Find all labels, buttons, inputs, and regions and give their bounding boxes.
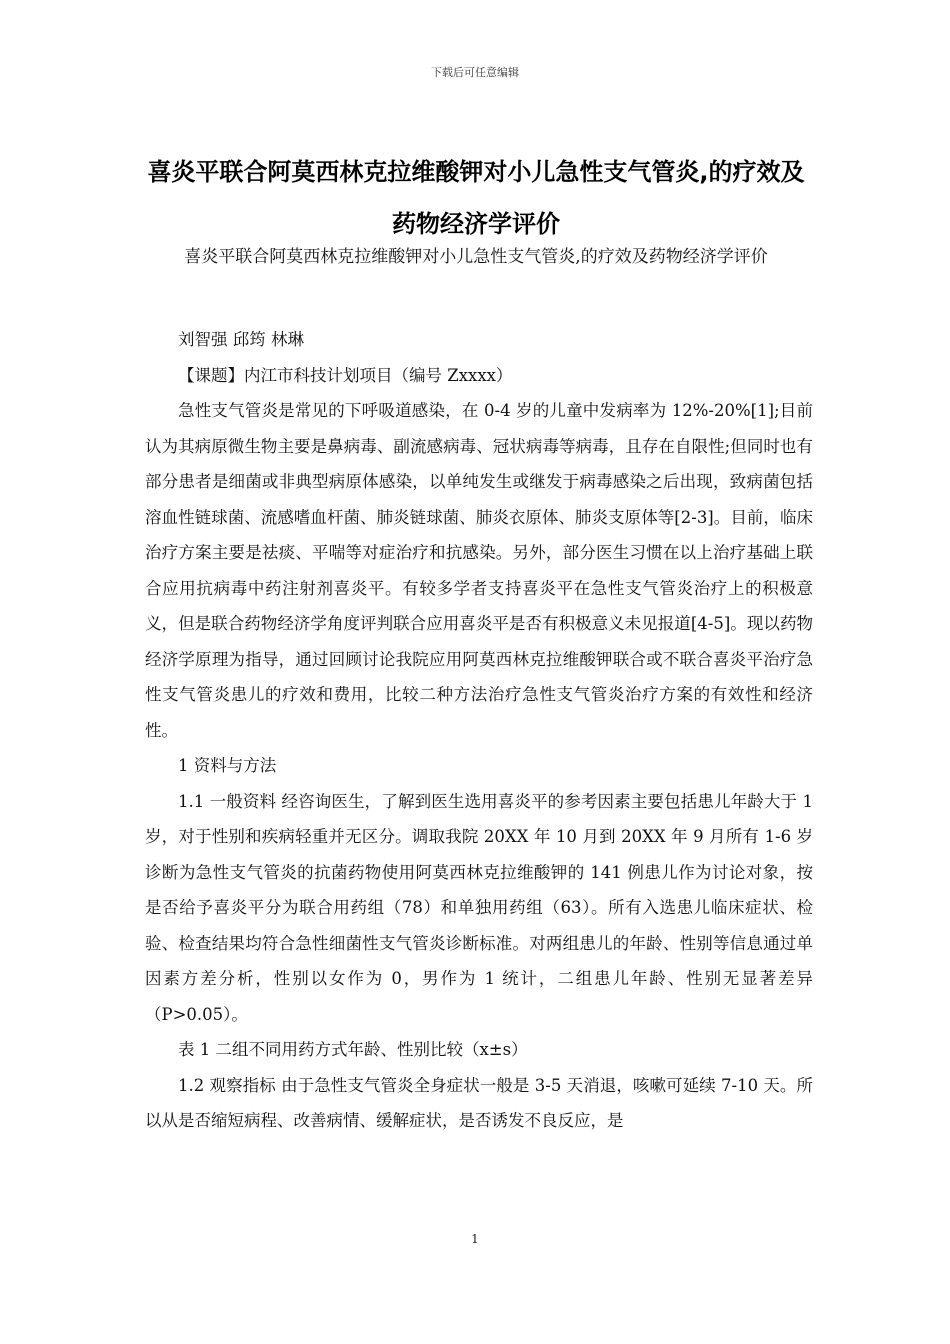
table-caption-1: 表 1 二组不同用药方式年龄、性别比较（x±s）: [178, 1040, 528, 1059]
page-number: 1: [471, 1232, 479, 1246]
intro-paragraph: 急性支气管炎是常见的下呼吸道感染，在 0-4 岁的儿童中发病率为 12%-20%[1];目前认为其病原微生物主要是鼻病毒、副流感病毒、冠状病毒等病毒，且存在自限性;但同时也有部分患者是细菌或非典型病原体感染，以单纯发生或继发于病毒感染之后出现，致病菌包括溶血性链球菌、流感嗜血杆菌、肺炎链球菌、肺炎衣原体、肺炎支原体等[2-3]。目前，临床治疗方案主要是祛痰、平喘等对症治疗和抗感染。另外，部分医生习惯在以上治疗基础上联合应用抗病毒中药注射剂喜炎平。有较多学者支持喜炎平在急性支气管炎治疗上的积极意义，但是联合药物经济学角度评判联合应用喜炎平是否有积极意义未见报道[4-5]。现以药物经济学原理为指导，通过回顾讨论我院应用阿莫西林克拉维酸钾联合或不联合喜炎平治疗急性支气管炎患儿的疗效和费用，比较二种方法治疗急性支气管炎治疗方案的有效性和经济性。: [145, 401, 813, 740]
header-note: 下载后可任意编辑: [431, 66, 519, 79]
document-subtitle: 喜炎平联合阿莫西林克拉维酸钾对小儿急性支气管炎,的疗效及药物经济学评价: [184, 247, 768, 267]
paragraph-1-2: 1.2 观察指标 由于急性支气管炎全身症状一般是 3-5 天消退，咳嗽可延续 7-10 天。所以从是否缩短病程、改善病情、缓解症状，是否诱发不良反应，是: [145, 1075, 813, 1130]
section-heading-1: 1 资料与方法: [178, 756, 277, 775]
document-title: 喜炎平联合阿莫西林克拉维酸钾对小儿急性支气管炎,的疗效及药物经济学评价: [147, 158, 805, 238]
document-body: [145, 318, 813, 1139]
paragraph-1-1: 1.1 一般资料 经咨询医生，了解到医生选用喜炎平的参考因素主要包括患儿年龄大于 1 岁，对于性别和疾病轻重并无区分。调取我院 20XX 年 10 月到 20XX 年 9 月所有 1-6 岁诊断为急性支气管炎的抗菌药物使用阿莫西林克拉维酸钾的 141 例患儿作为讨论对象，按是否给予喜炎平分为联合用药组（78）和单独用药组（63）。所有入选患儿临床症状、检验、检查结果均符合急性细菌性支气管炎诊断标准。对两组患儿的年龄、性别等信息通过单因素方差分析，性别以女作为 0，男作为 1 统计，二组患儿年龄、性别无显著差异（P>0.05）。: [145, 791, 813, 1024]
fund-line: 【课题】内江市科技计划项目（编号 Zxxxx）: [178, 365, 513, 385]
authors-line: 刘智强 邱筠 林琳: [178, 330, 304, 349]
